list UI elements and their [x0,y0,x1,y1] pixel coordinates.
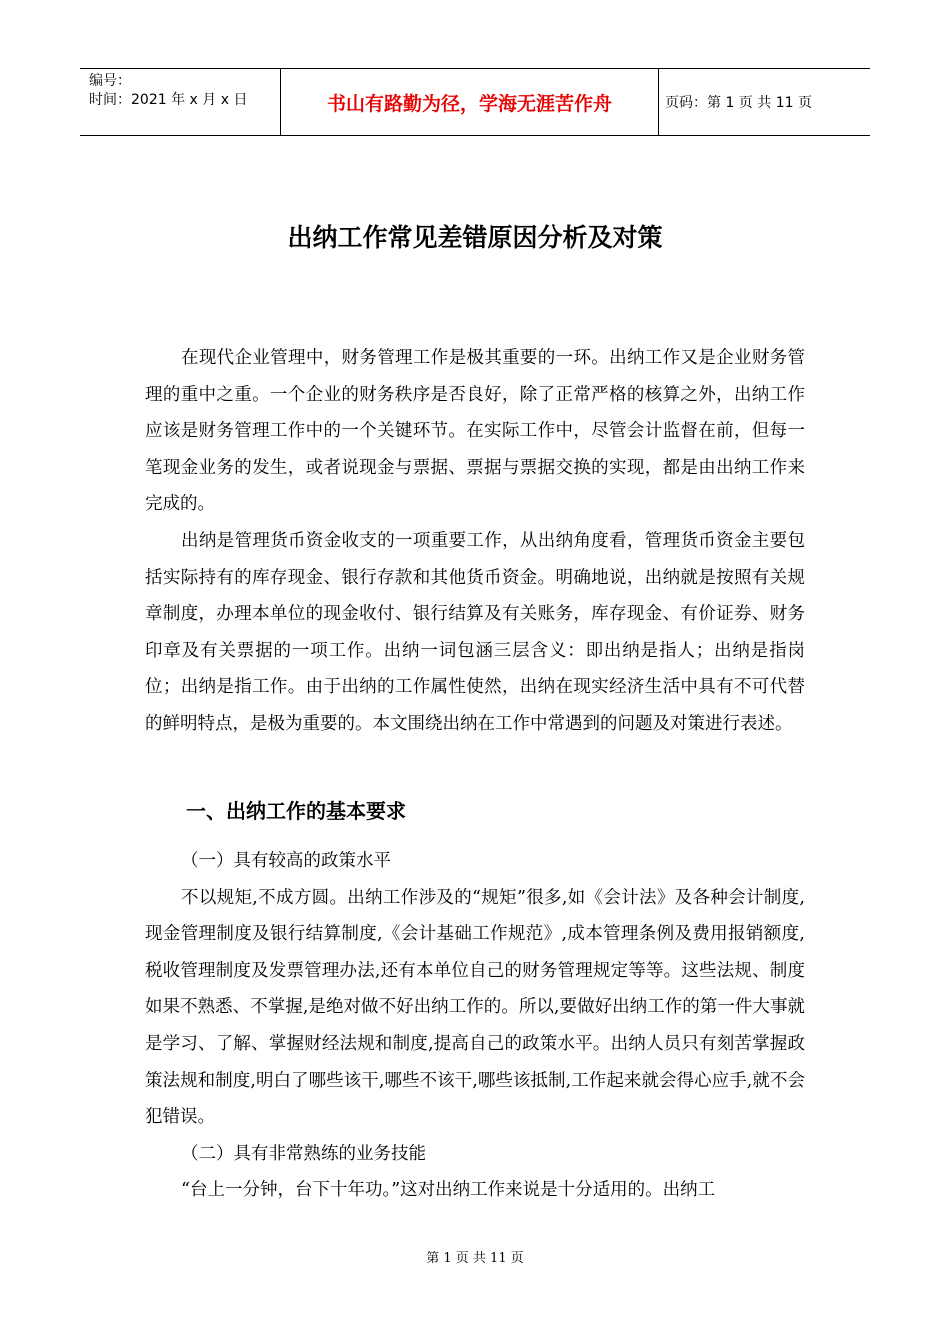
intro-section [145,340,805,743]
page-footer: 第 1 页 共 11 页 [426,1251,524,1266]
document-header [80,68,870,136]
subsection-heading-2: （二）具有非常熟练的业务技能 [181,1143,426,1164]
subsection-heading-1: （一）具有较高的政策水平 [181,851,391,871]
number-label: 编号： [89,73,131,89]
intro-paragraph-1: 在现代企业管理中，财务管理工作是极其重要的一环。出纳工作又是企业财务管理的重中之重。一个企业的财务秩序是否良好，除了正常严格的核算之外，出纳工作应该是财务管理工作中的一个关键环节。在实际工作中，尽管会计监督在前，但每一笔现金业务的发生，或者说现金与票据、票据与票据交换的实现，都是由出纳工作来完成的。 [145,348,805,515]
header-motto: 书山有路勤为径，学海无涯苦作舟 [281,69,659,135]
document-title: 出纳工作常见差错原因分析及对策 [287,223,663,252]
section-heading-1: 一、出纳工作的基本要求 [186,799,406,823]
header-page-info: 页码：第 1 页 共 11 页 [665,95,812,111]
intro-paragraph-2: 出纳是管理货币资金收支的一项重要工作，从出纳角度看，管理货币资金主要包括实际持有的库存现金、银行存款和其他货币资金。明确地说，出纳就是按照有关规章制度，办理本单位的现金收付、银行结算及有关账务，库存现金、有价证券、财务印章及有关票据的一项工作。出纳一词包涵三层含义：即出纳是指人；出纳是指岗位；出纳是指工作。由于出纳的工作属性使然，出纳在现实经济生活中具有不可代替的鲜明特点，是极为重要的。本文围绕出纳在工作中常遇到的问题及对策进行表述。 [145,530,805,734]
section-1-body [145,843,805,1209]
time-label: 时间：2021 年 x 月 x 日 [89,92,248,108]
subsection-2-paragraph: “台上一分钟，台下十年功。”这对出纳工作来说是十分适用的。出纳工 [181,1180,716,1201]
header-meta-cell [80,69,281,135]
subsection-1-paragraph: 不以规矩,不成方圆。出纳工作涉及的“规矩”很多,如《会计法》及各种会计制度,现金管理制度及银行结算制度,《会计基础工作规范》,成本管理条例及费用报销额度,税收管理制度及发票管理办法,还有本单位自己的财务管理规定等等。这些法规、制度如果不熟悉、不掌握,是绝对做不好出纳工作的。所以,要做好出纳工作的第一件大事就是学习、了解、掌握财经法规和制度,提高自己的政策水平。出纳人员只有刻苦掌握政策法规和制度,明白了哪些该干,哪些不该干,哪些该抵制,工作起来就会得心应手,就不会犯错误。 [145,887,805,1128]
